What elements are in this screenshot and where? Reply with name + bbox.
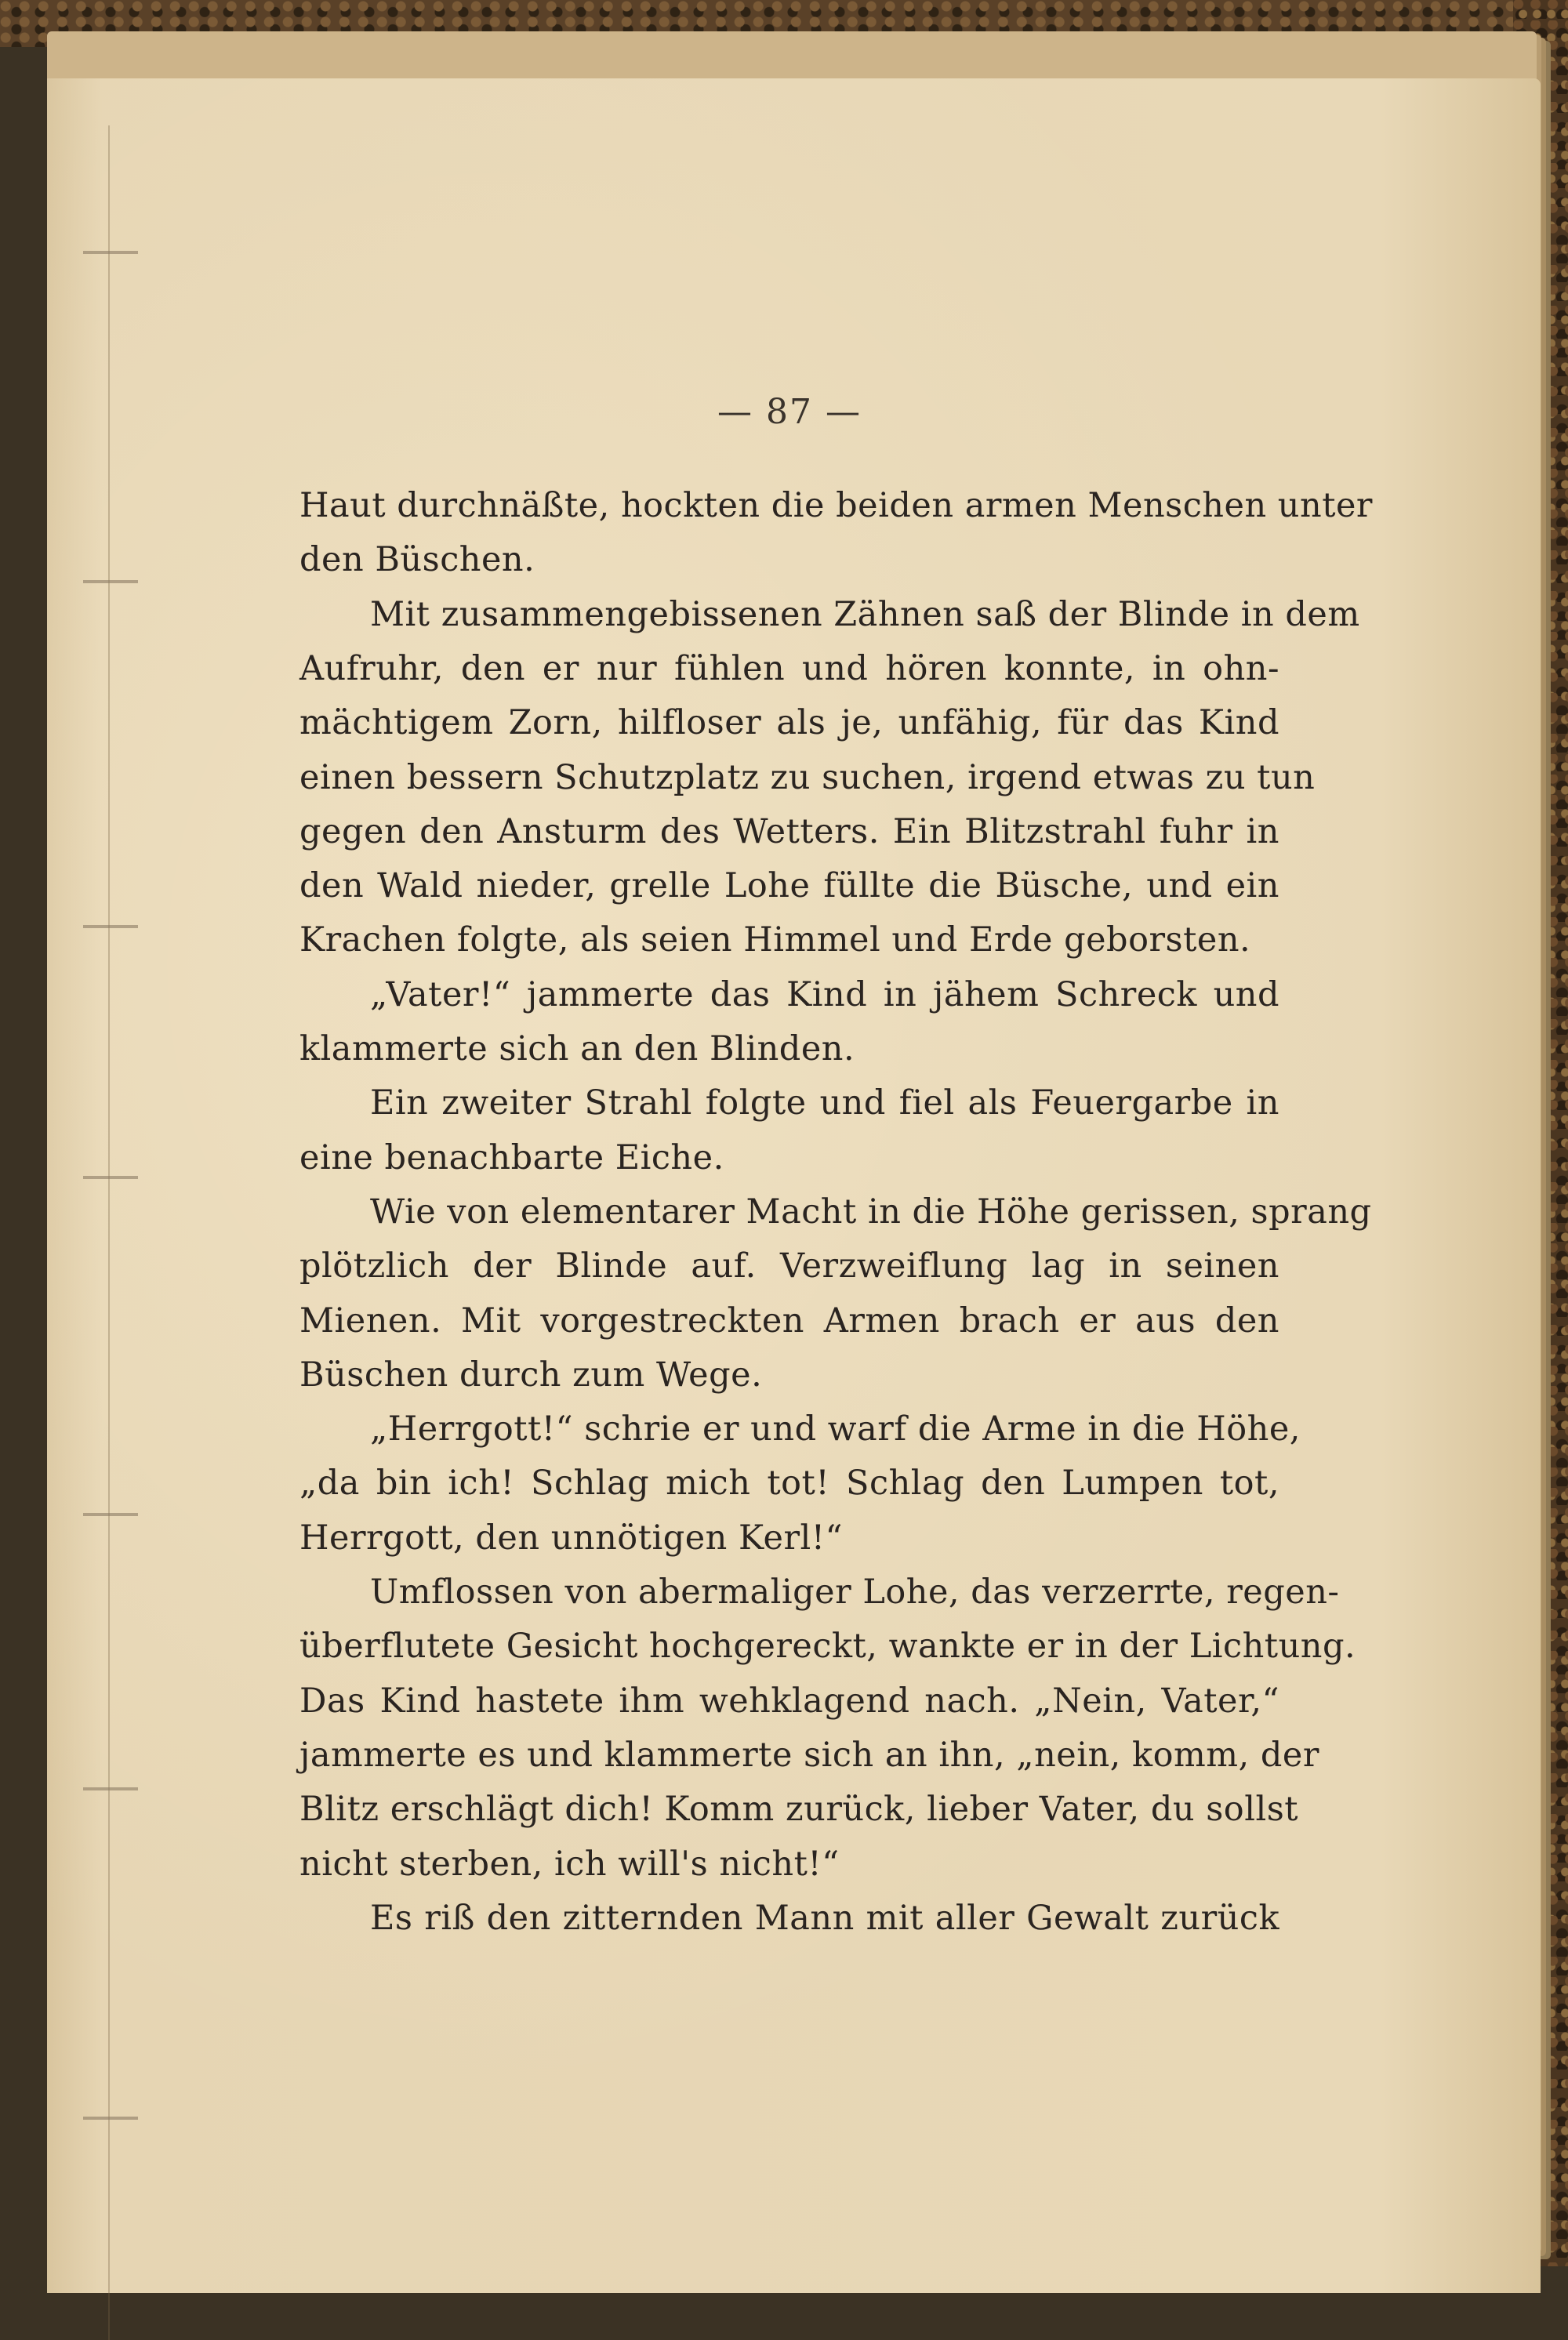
text-line: Es riß den zitternden Mann mit aller Gewalt zurück bbox=[370, 1898, 1279, 1938]
gutter-line bbox=[108, 125, 110, 2340]
text-line: Büschen durch zum Wege. bbox=[299, 1355, 763, 1395]
text-line: eine benachbarte Eiche. bbox=[299, 1137, 724, 1177]
binding-stitch bbox=[83, 1787, 138, 1790]
text-line: mächtigem Zorn, hilfloser als je, unfähig, für das Kind bbox=[299, 703, 1279, 743]
text-line: nicht sterben, ich will's nicht!“ bbox=[299, 1844, 840, 1884]
text-line: den Büschen. bbox=[299, 540, 535, 580]
binding-stitch bbox=[83, 580, 138, 583]
text-line: gegen den Ansturm des Wetters. Ein Blitzstrahl fuhr in bbox=[299, 811, 1279, 851]
text-line: Mienen. Mit vorgestreckten Armen brach er aus den bbox=[299, 1301, 1279, 1341]
binding-stitch bbox=[83, 2117, 138, 2120]
binding-stitch bbox=[83, 1513, 138, 1516]
text-line: plötzlich der Blinde auf. Verzweiflung lag in seinen bbox=[299, 1246, 1279, 1286]
text-line: „Herrgott!“ schrie er und warf die Arme in die Höhe, bbox=[370, 1409, 1301, 1449]
text-line: jammerte es und klammerte sich an ihn, „nein, komm, der bbox=[299, 1735, 1319, 1775]
text-line: überflutete Gesicht hochgereckt, wankte er in der Lichtung. bbox=[299, 1627, 1356, 1667]
text-line: Das Kind hastete ihm wehklagend nach. „Nein, Vater,“ bbox=[299, 1681, 1279, 1721]
text-line: Blitz erschlägt dich! Komm zurück, lieber Vater, du sollst bbox=[299, 1790, 1299, 1830]
page-number: — 87 — bbox=[717, 392, 862, 432]
text-line: einen bessern Schutzplatz zu suchen, irgend etwas zu tun bbox=[299, 757, 1316, 797]
text-line: Aufruhr, den er nur fühlen und hören konnte, in ohn- bbox=[299, 648, 1279, 688]
text-line: klammerte sich an den Blinden. bbox=[299, 1029, 855, 1068]
text-line: Mit zusammengebissenen Zähnen saß der Blinde in dem bbox=[370, 594, 1360, 634]
text-line: „da bin ich! Schlag mich tot! Schlag den Lumpen tot, bbox=[299, 1464, 1279, 1504]
text-line: Haut durchnäßte, hockten die beiden armen Menschen unter bbox=[299, 486, 1373, 525]
book-page bbox=[47, 78, 1541, 2293]
page-stack bbox=[47, 31, 1537, 2250]
binding-stitch bbox=[83, 925, 138, 928]
text-line: Wie von elementarer Macht in die Höhe gerissen, sprang bbox=[370, 1192, 1372, 1232]
text-line: Herrgott, den unnötigen Kerl!“ bbox=[299, 1518, 844, 1558]
text-line: Umflossen von abermaliger Lohe, das verzerrte, regen- bbox=[370, 1573, 1340, 1612]
binding-stitch bbox=[83, 251, 138, 254]
text-line: den Wald nieder, grelle Lohe füllte die Büsche, und ein bbox=[299, 866, 1279, 906]
text-line: Krachen folgte, als seien Himmel und Erde geborsten. bbox=[299, 920, 1251, 960]
binding-stitch bbox=[83, 1176, 138, 1179]
text-line: Ein zweiter Strahl folgte und fiel als Feuergarbe in bbox=[370, 1083, 1279, 1123]
text-line: „Vater!“ jammerte das Kind in jähem Schreck und bbox=[370, 974, 1279, 1014]
